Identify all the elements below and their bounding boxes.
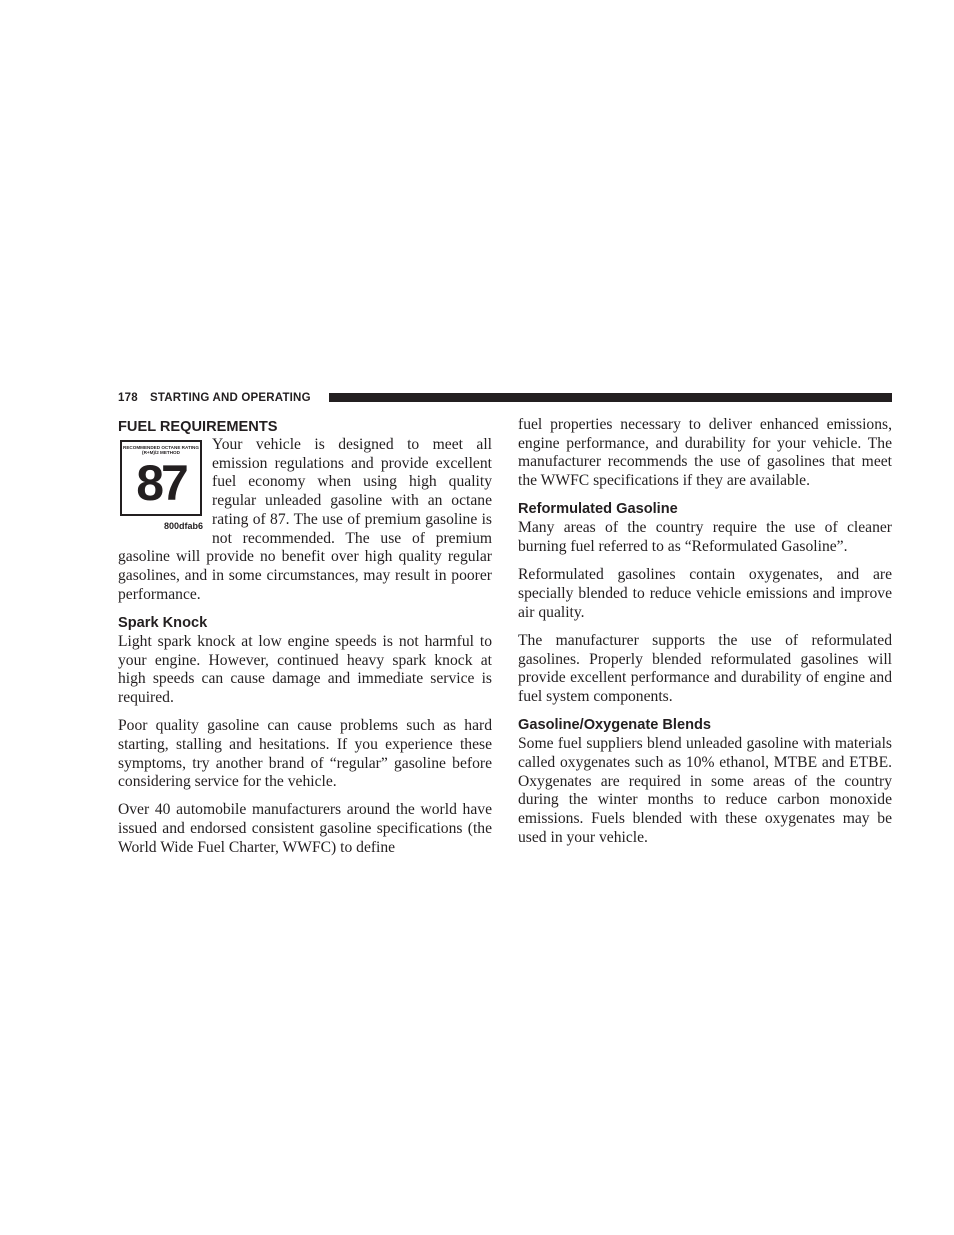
page-number: 178	[118, 392, 138, 404]
section-title: STARTING AND OPERATING	[150, 392, 311, 404]
octane-number: 87	[136, 455, 186, 511]
wwfc-continued-paragraph: fuel properties necessary to deliver enhanced emissions, engine performance, and durability for your vehicle. The manufacturer recommends the use of gasolines that meet the WWFC specifications if they are available.	[518, 416, 892, 490]
page-title: FUEL REQUIREMENTS	[118, 419, 278, 435]
spark-knock-paragraph-3: Over 40 automobile manufacturers around the world have issued and endorsed consistent gasoline specifications (the World Wide Fuel Charter, WWFC) to define	[118, 801, 492, 856]
spark-knock-paragraph-1: Light spark knock at low engine speeds is not harmful to your engine. However, continued heavy spark knock at high speeds can cause damage and immediate service is required.	[118, 632, 492, 706]
octane-label-header-line1: RECOMMENDED OCTANE RATING	[123, 445, 199, 450]
octane-label-header-line2: (R+M)/2 METHOD	[142, 450, 180, 456]
reformulated-paragraph-1: Many areas of the country require the use of cleaner burning fuel referred to as “Reformulated Gasoline”.	[518, 519, 892, 556]
reformulated-paragraph-2: Reformulated gasolines contain oxygenates, and are specially blended to reduce vehicle emissions and improve air quality.	[518, 566, 892, 621]
reformulated-paragraph-3: The manufacturer supports the use of reformulated gasolines. Properly blended reformulated gasolines will provide excellent performance and durability of engine and fuel system components.	[518, 631, 892, 705]
octane-label-figure	[118, 438, 204, 538]
right-column	[518, 416, 892, 857]
oxygenate-blends-heading: Gasoline/Oxygenate Blends	[518, 717, 712, 734]
header-rule	[329, 393, 892, 402]
left-column	[118, 416, 492, 867]
figure-id: 800dfab6	[163, 521, 203, 531]
octane-rating-label	[120, 440, 202, 516]
spark-knock-paragraph-2: Poor quality gasoline can cause problems such as hard starting, stalling and hesitations. If you experience these symptoms, try another brand of “regular” gasoline before considering service for the vehicle.	[118, 717, 492, 791]
reformulated-gasoline-heading: Reformulated Gasoline	[518, 501, 678, 518]
page-header	[118, 390, 892, 406]
spark-knock-heading: Spark Knock	[118, 614, 208, 631]
fuel-intro-paragraph: Your vehicle is designed to meet all emission regulations and provide excellent fuel economy when using high quality regular unleaded gasoline with an octane rating of 87. The use of premium gasoline is not recommended. The use of premium gasoline will provide no benefit over high quality regular gasolines, and in some circumstances, may result in poorer performance.	[118, 436, 492, 603]
oxygenate-blends-paragraph: Some fuel suppliers blend unleaded gasoline with materials called oxygenates such as 10% ethanol, MTBE and ETBE. Oxygenates are required in some areas of the country during the winter months to reduce carbon monoxide emissions. Fuels blended with these oxygenates may be used in your vehicle.	[518, 735, 892, 846]
